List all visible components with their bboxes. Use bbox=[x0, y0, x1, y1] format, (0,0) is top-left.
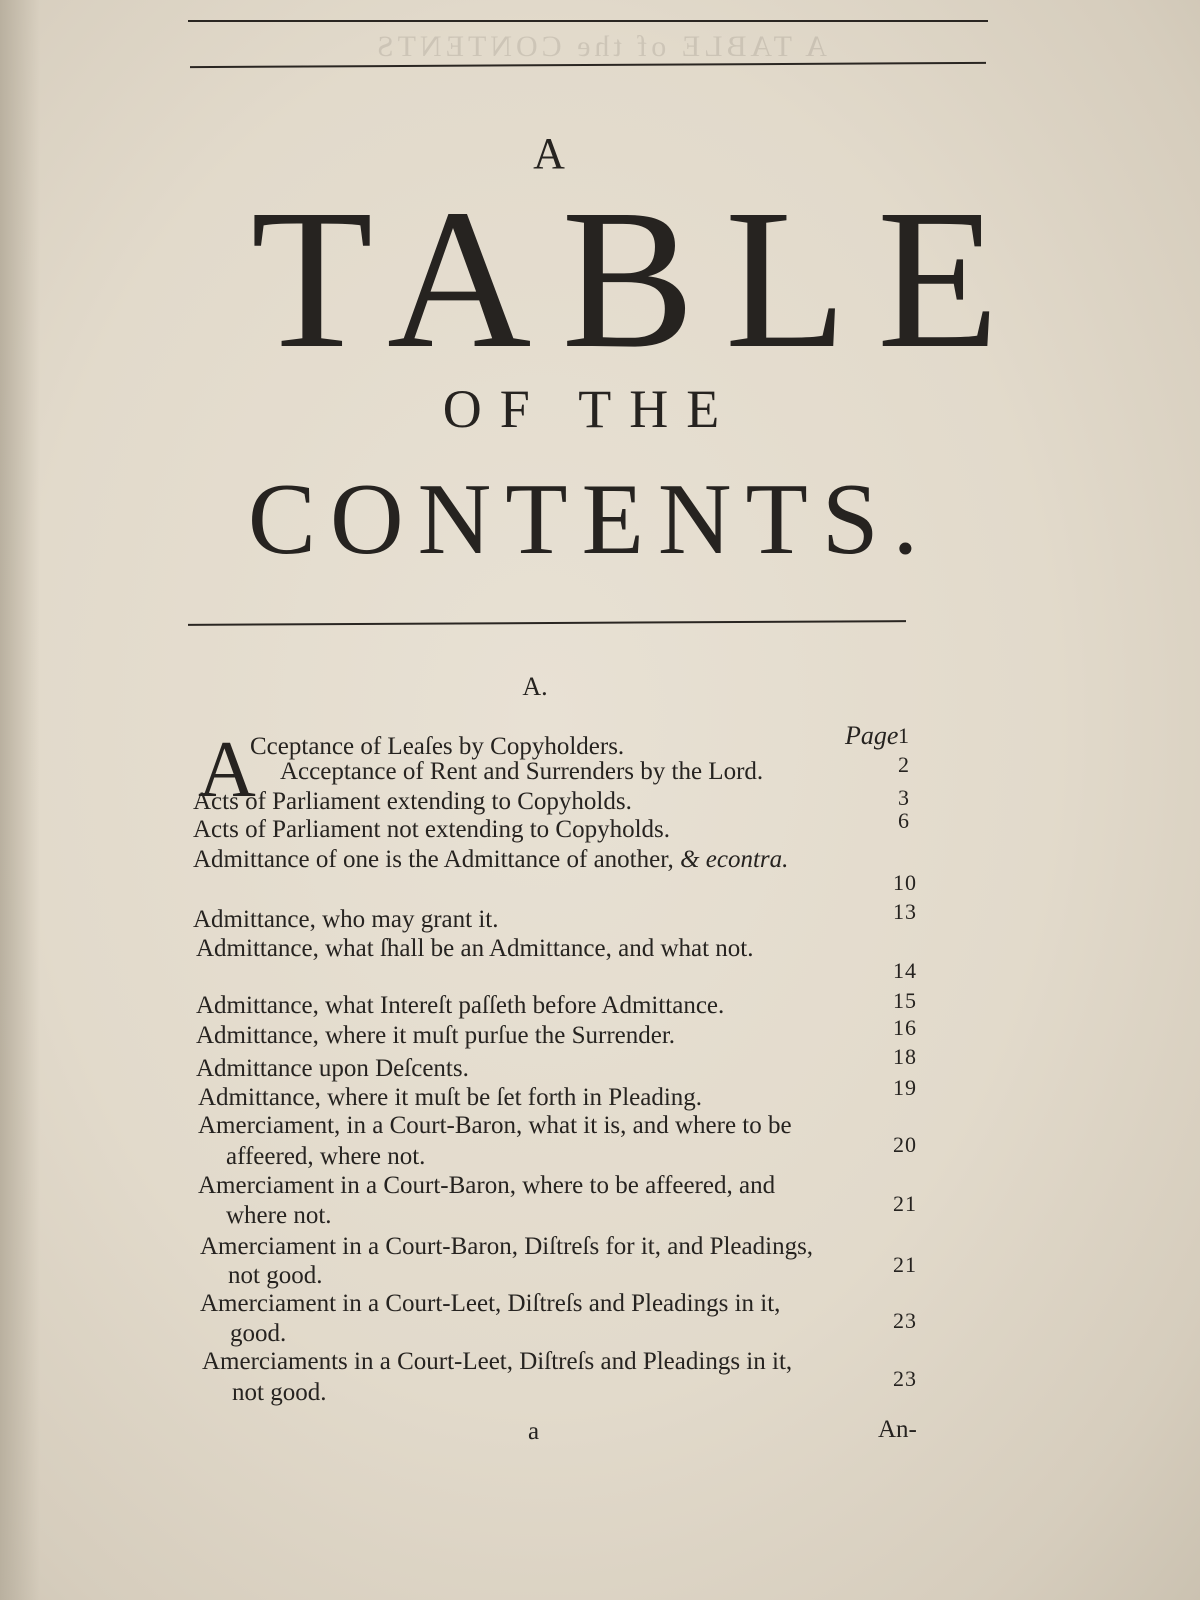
toc-entry bbox=[193, 846, 788, 874]
toc-page-number: 10 bbox=[893, 870, 917, 895]
toc-entry-text: Acceptance of Rent and Surrenders by the Lord. bbox=[280, 758, 764, 785]
toc-entry-text: Cceptance of Leaſes by Copyholders. bbox=[250, 733, 625, 760]
toc-page-number: 3 bbox=[898, 785, 910, 810]
catchword: An- bbox=[878, 1416, 917, 1443]
toc-entry-suffix: & econtra. bbox=[680, 846, 789, 873]
toc-page-number: 23 bbox=[893, 1366, 917, 1391]
toc-page-number: 19 bbox=[893, 1075, 917, 1100]
toc-page-number: 1 bbox=[898, 723, 910, 748]
toc-page-number: 16 bbox=[893, 1015, 917, 1040]
toc-entry-text: Admittance, what Intereſt paſſeth before Admittance. bbox=[196, 992, 725, 1019]
toc-entry-continuation: not good. bbox=[228, 1262, 323, 1289]
show-through-text: A TABLE of the CONTENTS bbox=[372, 30, 828, 63]
toc-entry-text: Amerciaments in a Court-Leet, Diſtreſs and Pleadings in it, bbox=[202, 1348, 793, 1375]
toc-page-number: 2 bbox=[898, 752, 910, 777]
toc-entry-continuation: good. bbox=[230, 1320, 287, 1347]
toc-entry-text: Acts of Parliament extending to Copyholds. bbox=[193, 788, 632, 815]
title-prefix: A bbox=[533, 129, 567, 178]
toc-page-number: 21 bbox=[893, 1191, 917, 1216]
toc-entry-text: Admittance upon Deſcents. bbox=[196, 1055, 469, 1082]
toc-entry-continuation: not good. bbox=[232, 1379, 327, 1406]
toc-entry-text: Acts of Parliament not extending to Copyholds. bbox=[193, 816, 671, 843]
title-of-the: OF THE bbox=[442, 379, 738, 439]
toc-page-number: 20 bbox=[893, 1132, 917, 1157]
toc-entry-text: Amerciament in a Court-Baron, where to be affeered, and bbox=[198, 1172, 776, 1199]
toc-entry-text: Admittance, what ſhall be an Admittance, and what not. bbox=[196, 935, 754, 962]
toc-entry-continuation: where not. bbox=[226, 1202, 332, 1229]
toc-page-number: 6 bbox=[898, 808, 910, 833]
section-letter: A. bbox=[522, 672, 548, 701]
toc-page-number: 14 bbox=[893, 958, 917, 983]
toc-entry-text: Admittance, where it muſt be ſet forth in Pleading. bbox=[198, 1084, 703, 1111]
toc-entry-text: Admittance, where it muſt purſue the Surrender. bbox=[196, 1022, 676, 1049]
toc-page-number: 23 bbox=[893, 1308, 917, 1333]
toc-entry-text: Amerciament in a Court-Baron, Diſtreſs for it, and Pleadings, bbox=[200, 1233, 814, 1260]
top-rule-upper bbox=[188, 20, 988, 22]
page-title: TABLE bbox=[250, 169, 1030, 390]
toc-page-number: 13 bbox=[893, 899, 917, 924]
section-rule bbox=[188, 620, 906, 626]
signature-mark: a bbox=[528, 1418, 540, 1445]
toc-page-number: 18 bbox=[893, 1044, 917, 1069]
page-column-label: Page bbox=[845, 721, 899, 750]
toc-entry-text: Admittance, who may grant it. bbox=[193, 906, 499, 933]
toc-page-number: 21 bbox=[893, 1252, 917, 1277]
toc-entry-text: Amerciament in a Court-Leet, Diſtreſs and Pleadings in it, bbox=[200, 1290, 781, 1317]
toc-entry-text: Admittance of one is the Admittance of another, bbox=[193, 846, 674, 873]
toc-entry-continuation: affeered, where not. bbox=[226, 1143, 426, 1170]
drop-cap: A bbox=[198, 726, 256, 814]
toc-entry-text: Amerciament, in a Court-Baron, what it is, and where to be bbox=[198, 1112, 792, 1139]
toc-page-number: 15 bbox=[893, 988, 917, 1013]
title-contents: CONTENTS. bbox=[247, 463, 933, 576]
